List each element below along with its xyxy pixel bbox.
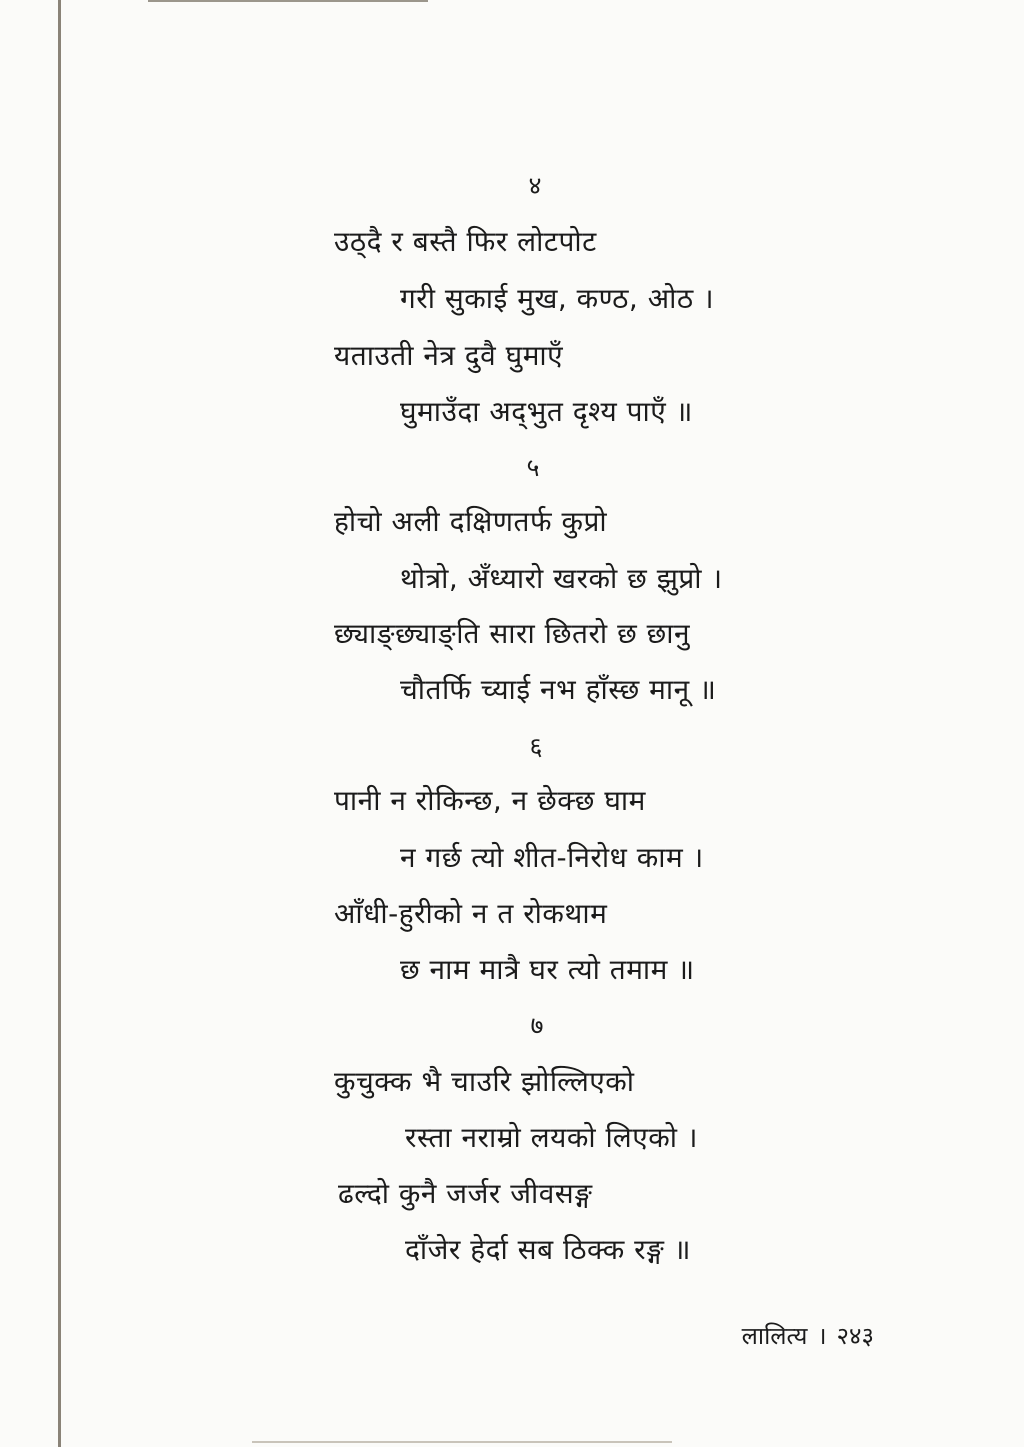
stanza-number: ७ [530,1011,544,1040]
verse-line: रस्ता नराम्रो लयको लिएको । [405,1121,698,1154]
stanza-number: ४ [528,171,542,200]
verse-line: होचो अली दक्षिणतर्फ कुप्रो [334,505,608,538]
stanza-number: ५ [526,453,540,482]
verse-line: ढल्दो कुनै जर्जर जीवसङ्ग [338,1177,593,1210]
verse-line: यताउती नेत्र दुवै घुमाएँ [334,339,564,372]
verse-line: छ्याङ्छ्याङ्ति सारा छितरो छ छानु [334,617,691,650]
page-number: २४३ [836,1322,874,1350]
verse-line: चौतर्फि च्याई नभ हाँस्छ मानू ॥ [400,673,717,706]
verse-line: कुचुक्क भै चाउरि झोल्लिएको [334,1065,635,1098]
verse-line: उठ्दै र बस्तै फिर लोटपोट [334,225,597,258]
verse-line: पानी न रोकिन्छ, न छेक्छ घाम [334,784,646,817]
verse-line: आँधी-हुरीको न त रोकथाम [334,897,608,930]
verse-line: घुमाउँदा अद्‌भुत दृश्य पाएँ ॥ [400,395,693,428]
stanza-number: ६ [529,732,543,761]
footer-separator: । [817,1322,827,1350]
verse-line: थोत्रो, अँध्यारो खरको छ झुप्रो । [400,562,723,595]
page-footer [742,1318,874,1354]
verse-line: गरी सुकाई मुख, कण्ठ, ओठ । [400,282,715,315]
verse-line: छ नाम मात्रै घर त्यो तमाम ॥ [400,953,695,986]
book-title: लालित्य [741,1322,808,1350]
verse-line: न गर्छ त्यो शीत-निरोध काम । [400,841,704,874]
verse-line: दाँजेर हेर्दा सब ठिक्क रङ्ग ॥ [405,1233,691,1266]
